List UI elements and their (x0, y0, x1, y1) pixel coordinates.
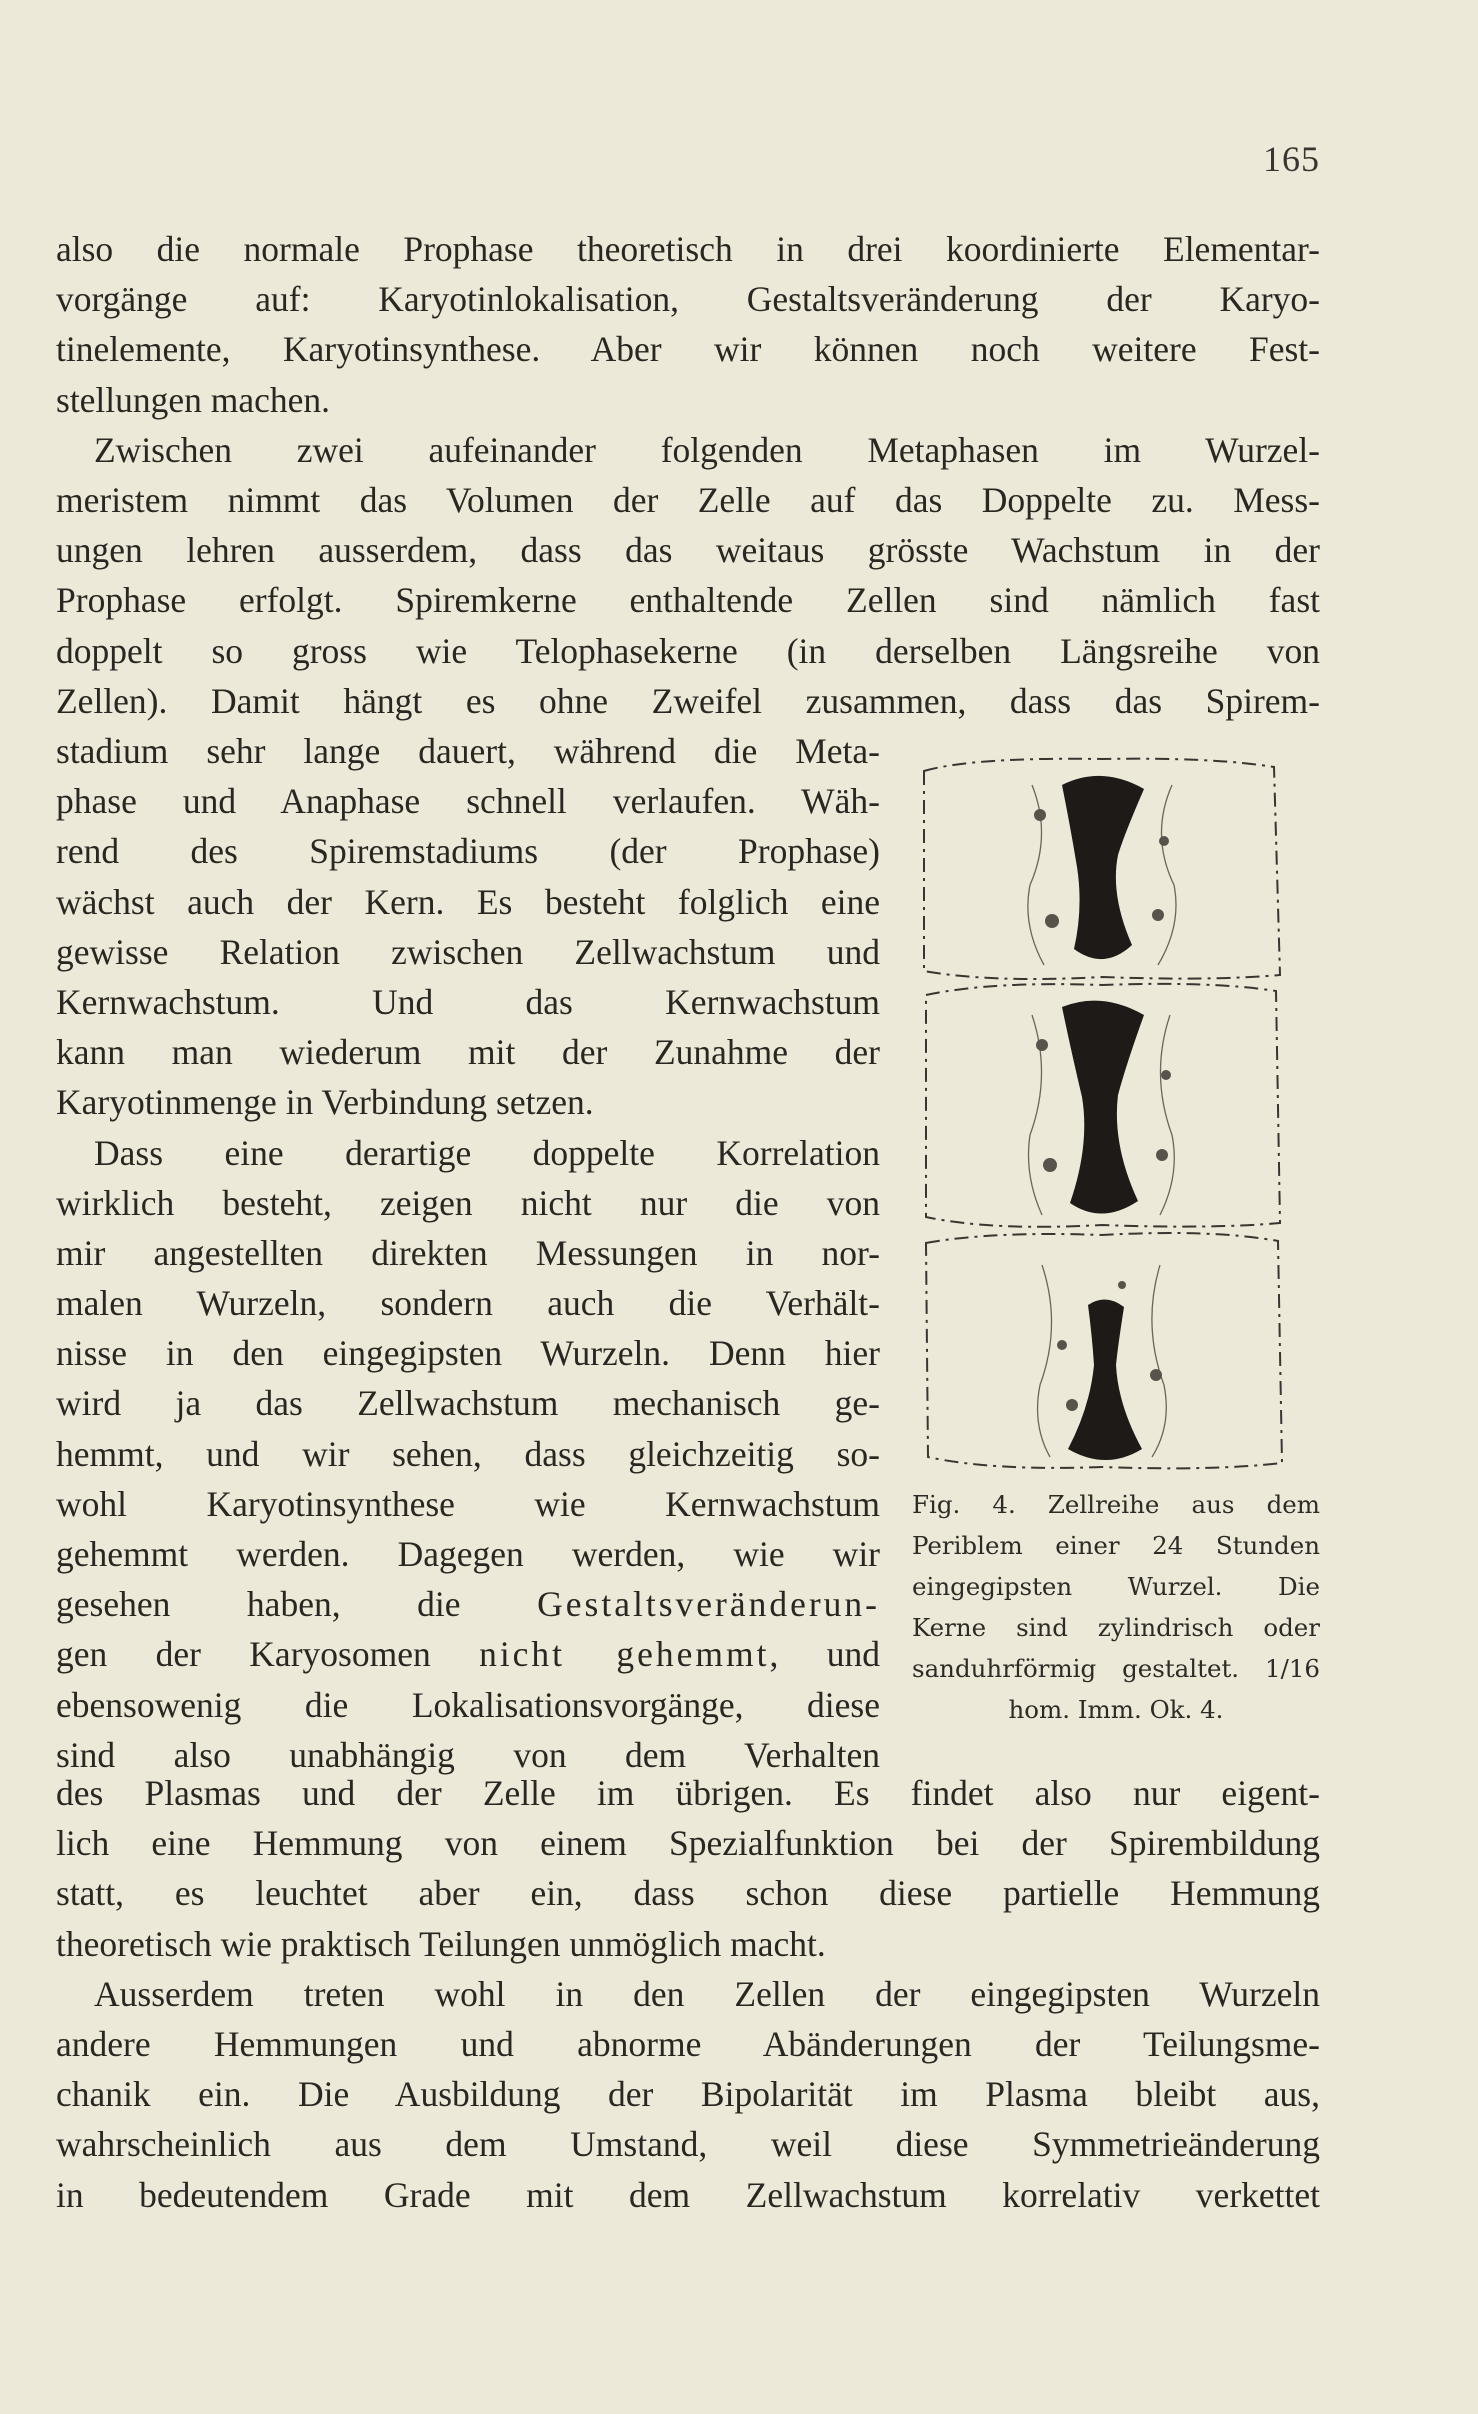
text-line: chanik ein. Die Ausbildung der Bipolarität im Plasma bleibt aus, (56, 2074, 1320, 2115)
nucleus (1068, 1299, 1142, 1460)
body-text-bottom (56, 1768, 1320, 2220)
text-line: malen Wurzeln, sondern auch die Verhält- (56, 1283, 880, 1324)
page-number: 165 (1263, 139, 1320, 179)
text-line: meristem nimmt das Volumen der Zelle auf das Doppelte zu. Mess- (56, 479, 1320, 520)
cell-row-figure (912, 745, 1290, 1485)
text-line: Kernwachstum. Und das Kernwachstum (56, 981, 880, 1022)
caption-line: Kerne sind zylindrisch oder (912, 1613, 1320, 1642)
caption-line: Fig. 4. Zellreihe aus dem (912, 1490, 1320, 1519)
caption-line: hom. Imm. Ok. 4. (1008, 1695, 1224, 1724)
text-line: also die normale Prophase theoretisch in drei koordinierte Elementar- (56, 229, 1320, 269)
text-line: wirklich besteht, zeigen nicht nur die von (56, 1182, 880, 1223)
text-line: Karyotinmenge in Verbindung setzen. (56, 1082, 594, 1123)
text-line: sind also unabhängig von dem Verhalten (56, 1734, 880, 1775)
text-line: tinelemente, Karyotinsynthese. Aber wir können noch weitere Fest- (56, 329, 1320, 370)
spaced-emphasis: Gestaltsveränderun- (537, 1584, 880, 1625)
text-line: statt, es leuchtet aber ein, dass schon diese partielle Hemmung (56, 1873, 1320, 1914)
text-segment: gen der Karyosomen (56, 1634, 480, 1675)
figure-caption (912, 1484, 1320, 1730)
text-line: gewisse Relation zwischen Zellwachstum und (56, 931, 880, 972)
text-line: Prophase erfolgt. Spiremkerne enthaltende Zellen sind nämlich fast (56, 580, 1320, 621)
text-line: gehemmt werden. Dagegen werden, wie wir (56, 1534, 880, 1574)
text-line: wächst auch der Kern. Es besteht folglich eine (56, 881, 880, 922)
text-line (56, 1579, 880, 1629)
nucleus (1062, 776, 1144, 959)
text-line: stadium sehr lange dauert, während die Meta- (56, 731, 880, 771)
text-line: stellungen machen. (56, 379, 331, 420)
text-line: nisse in den eingegipsten Wurzeln. Denn hier (56, 1333, 880, 1374)
text-line: kann man wiederum mit der Zunahme der (56, 1032, 880, 1073)
caption-line: sanduhrförmig gestaltet. 1/16 (912, 1654, 1320, 1683)
text-line: wahrscheinlich aus dem Umstand, weil diese Symmetrieänderung (56, 2124, 1320, 2165)
nucleus-group (1062, 776, 1144, 1460)
text-line: doppelt so gross wie Telophasekerne (in derselben Längsreihe von (56, 630, 1320, 671)
text-line: wohl Karyotinsynthese wie Kernwachstum (56, 1483, 880, 1524)
text-line: ebensowenig die Lokalisationsvorgänge, diese (56, 1684, 880, 1725)
text-line: hemmt, und wir sehen, dass gleichzeitig so- (56, 1433, 880, 1474)
nucleus (1062, 1001, 1144, 1214)
body-text-narrow (56, 726, 880, 1780)
text-line: Ausserdem treten wohl in den Zellen der eingegipsten Wurzeln (94, 1973, 1320, 2014)
text-line: vorgänge auf: Karyotinlokalisation, Gestaltsveränderung der Karyo- (56, 279, 1320, 320)
text-line: in bedeutendem Grade mit dem Zellwachstum korrelativ verkettet (56, 2174, 1320, 2215)
text-line: wird ja das Zellwachstum mechanisch ge- (56, 1383, 880, 1424)
text-line: lich eine Hemmung von einem Spezialfunktion bei der Spirembildung (56, 1823, 1320, 1864)
text-line: Dass eine derartige doppelte Korrelation (94, 1132, 880, 1173)
text-line: ungen lehren ausserdem, dass das weitaus grösste Wachstum in der (56, 530, 1320, 571)
body-text-top (56, 224, 1320, 726)
text-segment: gesehen haben, die (56, 1584, 538, 1625)
text-line: Zellen). Damit hängt es ohne Zweifel zusammen, dass das Spirem- (56, 680, 1320, 721)
text-line: Zwischen zwei aufeinander folgenden Metaphasen im Wurzel- (94, 429, 1320, 470)
text-line: rend des Spiremstadiums (der Prophase) (56, 831, 880, 872)
text-line: phase und Anaphase schnell verlaufen. Wäh- (56, 781, 880, 822)
text-segment: , und (769, 1634, 880, 1675)
text-line: andere Hemmungen und abnorme Abänderungen der Teilungsme- (56, 2023, 1320, 2064)
text-line: des Plasmas und der Zelle im übrigen. Es findet also nur eigent- (56, 1773, 1320, 1813)
text-line: mir angestellten direkten Messungen in nor- (56, 1232, 880, 1273)
text-line: theoretisch wie praktisch Teilungen unmöglich macht. (56, 1923, 826, 1964)
spaced-emphasis: nicht gehemmt (479, 1634, 770, 1675)
caption-line: Periblem einer 24 Stunden (912, 1531, 1320, 1560)
text-line (56, 1629, 880, 1679)
caption-line: eingegipsten Wurzel. Die (912, 1572, 1320, 1601)
